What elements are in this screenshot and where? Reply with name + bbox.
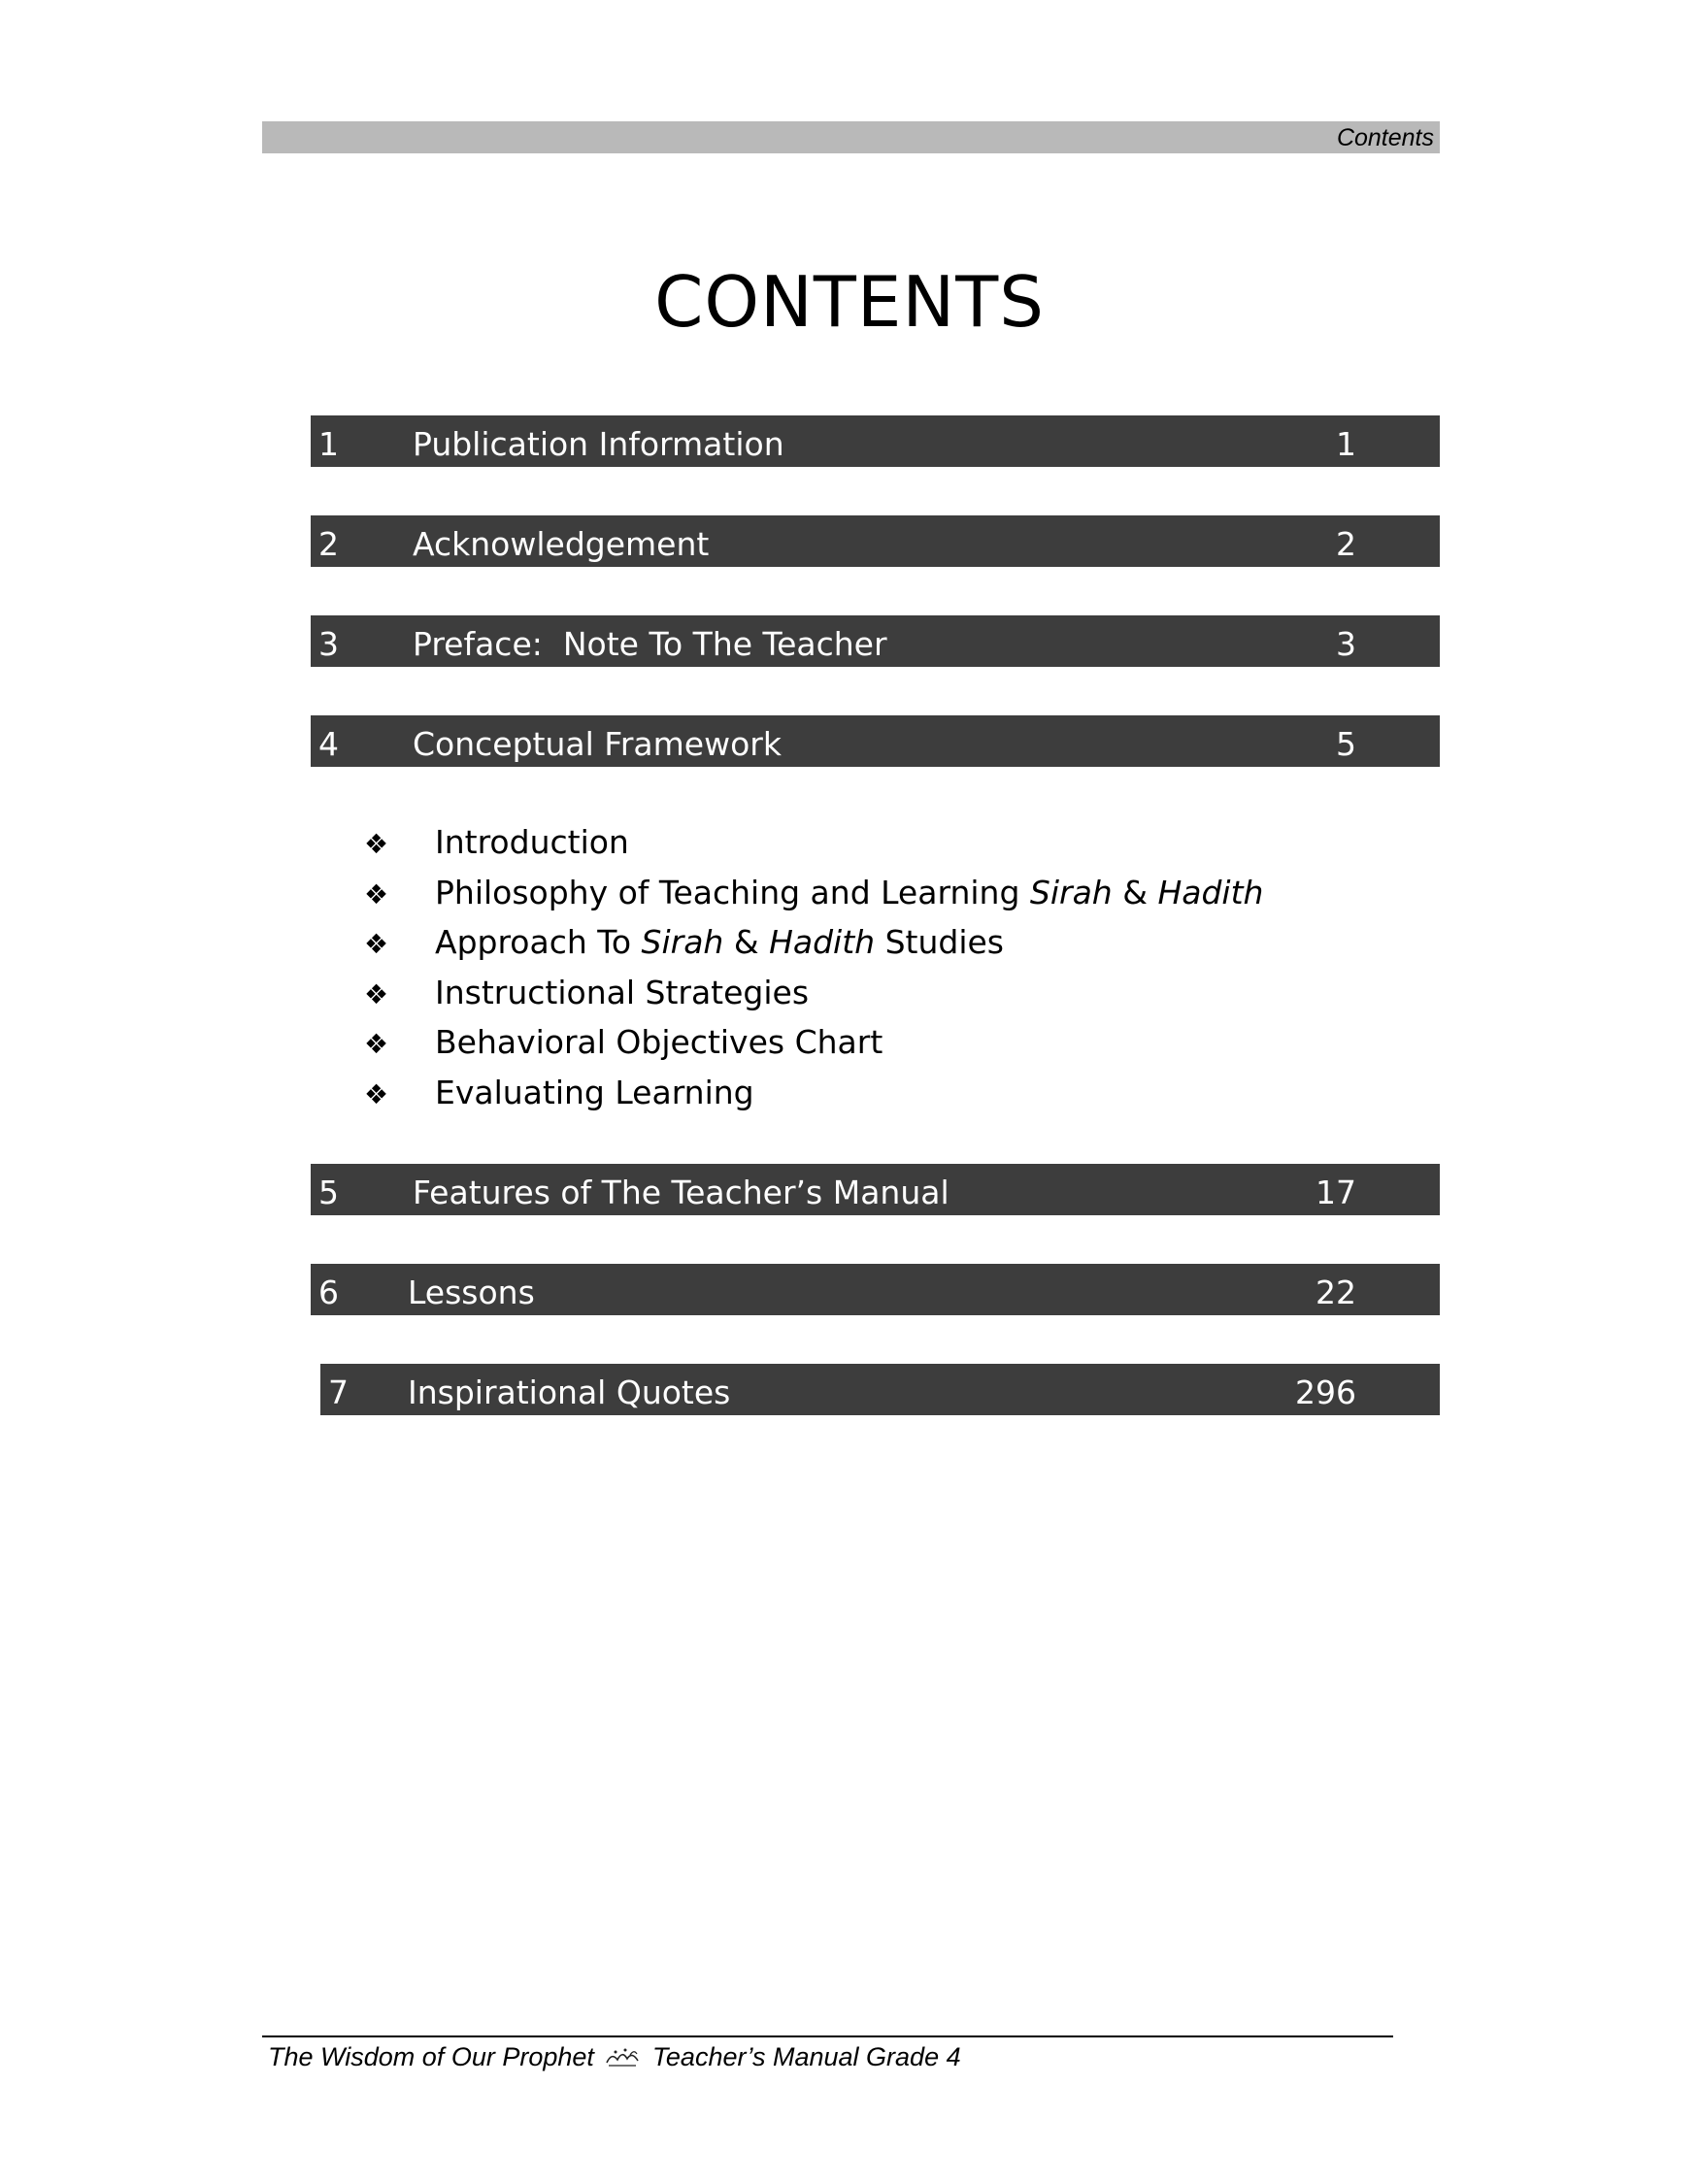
toc-entry-label: Lessons	[408, 1274, 535, 1311]
subitem-label: Philosophy of Teaching and Learning Sirah & Hadith	[435, 873, 1264, 911]
subitem-label: Introduction	[435, 823, 629, 861]
footer	[268, 2040, 961, 2073]
honorific-calligraphy-icon	[604, 2042, 641, 2064]
diamond-bullet-icon: ❖	[364, 977, 389, 1010]
toc-entry-lessons[interactable]	[311, 1264, 1440, 1315]
subitem-label: Behavioral Objectives Chart	[435, 1023, 883, 1061]
diamond-bullet-icon: ❖	[364, 828, 389, 860]
footer-manual-title: Teacher’s Manual Grade 4	[651, 2042, 961, 2071]
toc-entry-number: 7	[328, 1373, 349, 1411]
toc-entry-number: 5	[318, 1174, 339, 1211]
toc-entry-page: 3	[1336, 625, 1356, 663]
toc-entry-publication-information[interactable]	[311, 415, 1440, 467]
toc-entry-page: 5	[1336, 725, 1356, 763]
subitem-label: Approach To Sirah & Hadith Studies	[435, 923, 1004, 961]
diamond-bullet-icon: ❖	[364, 1077, 389, 1110]
toc-entry-number: 4	[318, 725, 339, 763]
toc-entry-page: 22	[1316, 1274, 1356, 1311]
toc-entry-number: 2	[318, 525, 339, 563]
toc-entry-number: 1	[318, 425, 339, 463]
toc-entry-page: 17	[1316, 1174, 1356, 1211]
toc-entry-label: Preface: Note To The Teacher	[413, 625, 887, 663]
toc-entry-page: 296	[1295, 1373, 1356, 1411]
footer-rule	[262, 2035, 1393, 2037]
toc-entry-conceptual-framework[interactable]	[311, 715, 1440, 767]
toc-entry-label: Conceptual Framework	[413, 725, 782, 763]
toc-entry-inspirational-quotes[interactable]	[320, 1364, 1440, 1415]
diamond-bullet-icon: ❖	[364, 928, 389, 960]
running-header-title: Contents	[1336, 124, 1434, 151]
toc-entry-features[interactable]	[311, 1164, 1440, 1215]
running-header-bar	[262, 121, 1440, 153]
subitem-label: Evaluating Learning	[435, 1073, 754, 1111]
footer-book-title: The Wisdom of Our Prophet	[268, 2042, 594, 2071]
toc-entry-label: Inspirational Quotes	[408, 1373, 731, 1411]
subitem-label: Instructional Strategies	[435, 973, 810, 1011]
toc-entry-number: 3	[318, 625, 339, 663]
toc-entry-number: 6	[318, 1274, 339, 1311]
toc-entry-preface[interactable]	[311, 615, 1440, 667]
diamond-bullet-icon: ❖	[364, 1028, 389, 1060]
page-title: CONTENTS	[654, 261, 1045, 343]
toc-entry-page: 1	[1336, 425, 1356, 463]
toc-entry-label: Publication Information	[413, 425, 784, 463]
toc-entry-acknowledgement[interactable]	[311, 515, 1440, 567]
toc-entry-label: Acknowledgement	[413, 525, 710, 563]
diamond-bullet-icon: ❖	[364, 877, 389, 910]
toc-entry-page: 2	[1336, 525, 1356, 563]
toc-entry-label: Features of The Teacher’s Manual	[413, 1174, 949, 1211]
